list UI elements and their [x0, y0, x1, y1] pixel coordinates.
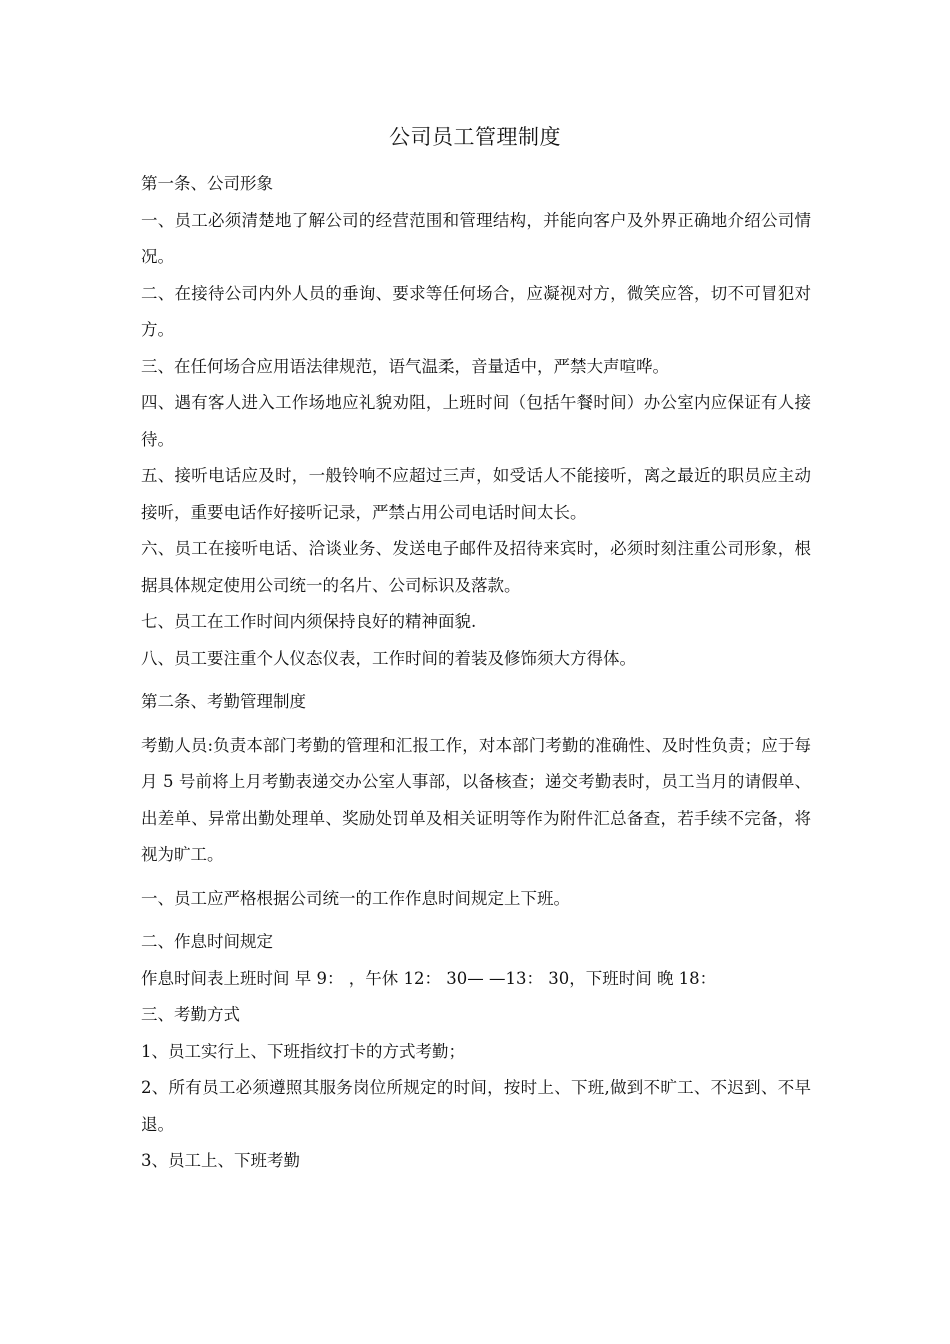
paragraph: 六、员工在接听电话、洽谈业务、发送电子邮件及招待来宾时，必须时刻注重公司形象，根据具体规定使用公司统一的名片、公司标识及落款。 — [141, 539, 811, 595]
paragraph: 一、员工必须清楚地了解公司的经营范围和管理结构，并能向客户及外界正确地介绍公司情况。 — [141, 210, 811, 266]
paragraph: 二、作息时间规定 — [141, 932, 273, 951]
section-heading: 第一条、公司形象 — [141, 174, 273, 193]
paragraph: 考勤人员:负责本部门考勤的管理和汇报工作，对本部门考勤的准确性、及时性负责；应于每月 5 号前将上月考勤表递交办公室人事部，以备核查；递交考勤表时，员工当月的请假单、出差单、异常出勤处理单、奖励处罚单及相关证明等作为附件汇总备查，若手续不完备，将视为旷工。 — [141, 735, 811, 864]
document-body — [141, 166, 811, 1180]
document-title: 公司员工管理制度 — [389, 125, 561, 149]
paragraph: 作息时间表上班时间 早 9： ，午休 12： 30— —13： 30，下班时间 晚 18： — [141, 968, 717, 988]
paragraph: 四、遇有客人进入工作场地应礼貌劝阻，上班时间（包括午餐时间）办公室内应保证有人接待。 — [141, 393, 811, 449]
paragraph: 一、员工应严格根据公司统一的工作作息时间规定上下班。 — [141, 888, 570, 908]
paragraph: 七、员工在工作时间内须保持良好的精神面貌. — [141, 612, 477, 631]
paragraph: 三、在任何场合应用语法律规范，语气温柔，音量适中，严禁大声喧哗。 — [141, 356, 669, 376]
paragraph: 3、员工上、下班考勤 — [141, 1151, 300, 1170]
paragraph: 八、员工要注重个人仪态仪表，工作时间的着装及修饰须大方得体。 — [141, 648, 636, 668]
paragraph: 二、在接待公司内外人员的垂询、要求等任何场合，应凝视对方，微笑应答，切不可冒犯对方。 — [141, 283, 811, 339]
section-heading: 第二条、考勤管理制度 — [141, 692, 306, 711]
paragraph: 五、接听电话应及时，一般铃响不应超过三声，如受话人不能接听，离之最近的职员应主动接听，重要电话作好接听记录，严禁占用公司电话时间太长。 — [141, 466, 811, 522]
paragraph: 三、考勤方式 — [141, 1005, 240, 1024]
paragraph: 1、员工实行上、下班指纹打卡的方式考勤； — [141, 1041, 465, 1061]
paragraph: 2、所有员工必须遵照其服务岗位所规定的时间，按时上、下班,做到不旷工、不迟到、不早退。 — [141, 1078, 811, 1134]
